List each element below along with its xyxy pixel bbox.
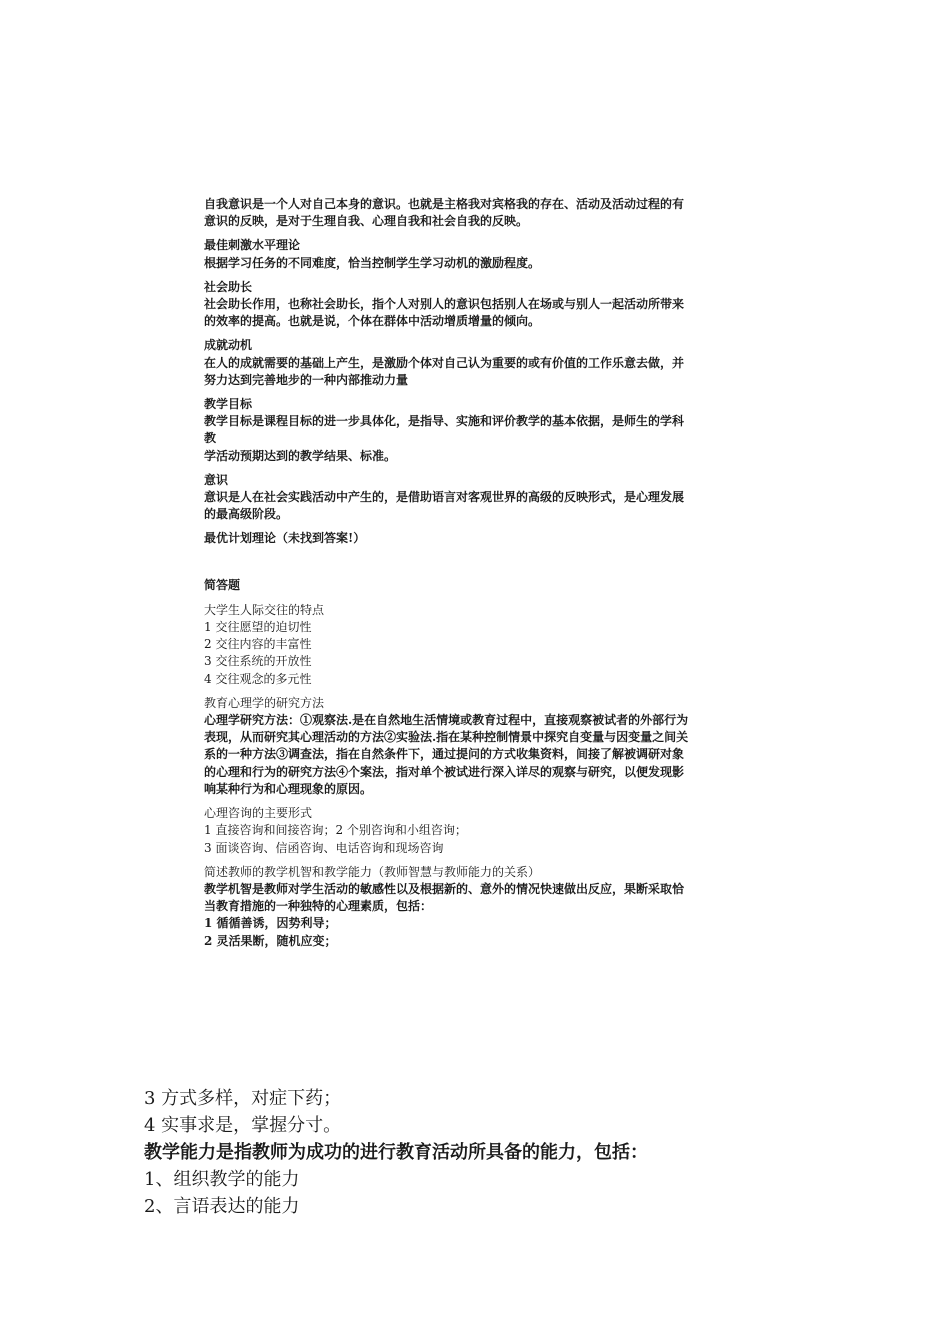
answer-line: 1 循循善诱，因势利导； [204, 916, 337, 931]
definition-title: 最佳刺激水平理论 [204, 238, 301, 253]
answer-line: 1 直接咨询和间接咨询；2 个别咨询和小组咨询； [204, 823, 467, 838]
answer-title: 心理咨询的主要形式 [204, 806, 313, 821]
definition-teaching-objective [204, 396, 752, 465]
definition-social-facilitation [204, 279, 752, 331]
definition-line: 社会助长作用，也称社会助长，指个人对别人的意识包括别人在场或与别人一起活动所带来 [204, 297, 685, 312]
answer-interpersonal-traits [204, 602, 752, 688]
answer-line: 3 面谈咨询、信函咨询、电话咨询和现场咨询 [204, 840, 444, 855]
definition-line: 努力达到完善地步的一种内部推动力量 [204, 372, 409, 387]
definition-optimal-arousal [204, 237, 752, 271]
answer-line: 2 交往内容的丰富性 [204, 637, 312, 652]
definition-title: 社会助长 [204, 279, 253, 294]
answer-line: 1 交往愿望的迫切性 [204, 620, 312, 635]
definition-line: 的最高级阶段。 [204, 507, 289, 522]
answer-line: 教学机智是教师对学生活动的敏感性以及根据新的、意外的情况快速做出反应，果断采取恰 [204, 881, 685, 896]
definition-title: 最优计划理论（未找到答案!） [204, 531, 366, 546]
definition-title: 教学目标 [204, 397, 253, 412]
answer-line: 4 交往观念的多元性 [204, 671, 312, 686]
definition-line: 意识的反映，是对于生理自我、心理自我和社会自我的反映。 [204, 214, 529, 229]
lower-text-block [144, 1085, 804, 1220]
definition-line: 自我意识是一个人对自己本身的意识。也就是主格我对宾格我的存在、活动及活动过程的有 [204, 197, 685, 211]
continuation-line: 2、言语表达的能力 [144, 1196, 300, 1217]
definition-self-awareness [204, 196, 752, 230]
answer-counseling-forms [204, 805, 752, 857]
answer-line: 表现，从而研究其心理活动的方法②实验法.指在某种控制情景中探究自变量与因变量之间关 [204, 730, 689, 745]
answer-line: 2 灵活果断，随机应变； [204, 933, 337, 948]
upper-text-block [204, 196, 752, 957]
definition-line: 的效率的提高。也就是说，个体在群体中活动增质增量的倾向。 [204, 314, 541, 329]
definition-line: 教 [204, 431, 217, 446]
definition-optimal-planning [204, 530, 752, 547]
definition-line: 学活动预期达到的教学结果、标准。 [204, 448, 397, 463]
answer-line: 系的一种方法③调查法，指在自然条件下，通过提问的方式收集资料，间接了解被调研对象 [204, 747, 685, 762]
answer-line: 3 交往系统的开放性 [204, 654, 312, 669]
answer-line: 响某种行为和心理现象的原因。 [204, 781, 373, 796]
continuation-line: 4 实事求是，掌握分寸。 [144, 1115, 342, 1136]
definition-consciousness [204, 472, 752, 524]
definition-line: 在人的成就需要的基础上产生，是激励个体对自己认为重要的或有价值的工作乐意去做，并 [204, 355, 685, 370]
answer-line: 心理学研究方法：①观察法.是在自然地生活情境或教育过程中，直接观察被试者的外部行为 [204, 713, 689, 728]
definition-achievement-motivation [204, 337, 752, 389]
answer-line: 的心理和行为的研究方法④个案法，指对单个被试进行深入详尽的观察与研究，以便发现影 [204, 764, 685, 779]
answer-research-methods [204, 695, 752, 798]
definition-title: 成就动机 [204, 338, 253, 353]
definition-line: 根据学习任务的不同难度，恰当控制学生学习动机的激励程度。 [204, 255, 541, 270]
continuation-line: 1、组织教学的能力 [144, 1169, 300, 1190]
definition-line: 教学目标是课程目标的进一步具体化，是指导、实施和评价教学的基本依据，是师生的学科 [204, 414, 685, 429]
definition-title: 意识 [204, 472, 229, 487]
continuation-line: 3 方式多样，对症下药； [144, 1088, 342, 1109]
definition-line: 意识是人在社会实践活动中产生的，是借助语言对客观世界的高级的反映形式，是心理发展 [204, 490, 685, 505]
answer-title: 教育心理学的研究方法 [204, 695, 325, 710]
continuation-heading: 教学能力是指教师为成功的进行教育活动所具备的能力，包括： [144, 1142, 648, 1163]
answer-title: 简述教师的教学机智和教学能力（教师智慧与教师能力的关系） [204, 864, 541, 879]
answer-title: 大学生人际交往的特点 [204, 602, 325, 617]
short-answer-heading: 简答题 [204, 577, 241, 592]
answer-teaching-wit [204, 864, 752, 950]
answer-line: 当教育措施的一种独特的心理素质，包括： [204, 899, 433, 914]
